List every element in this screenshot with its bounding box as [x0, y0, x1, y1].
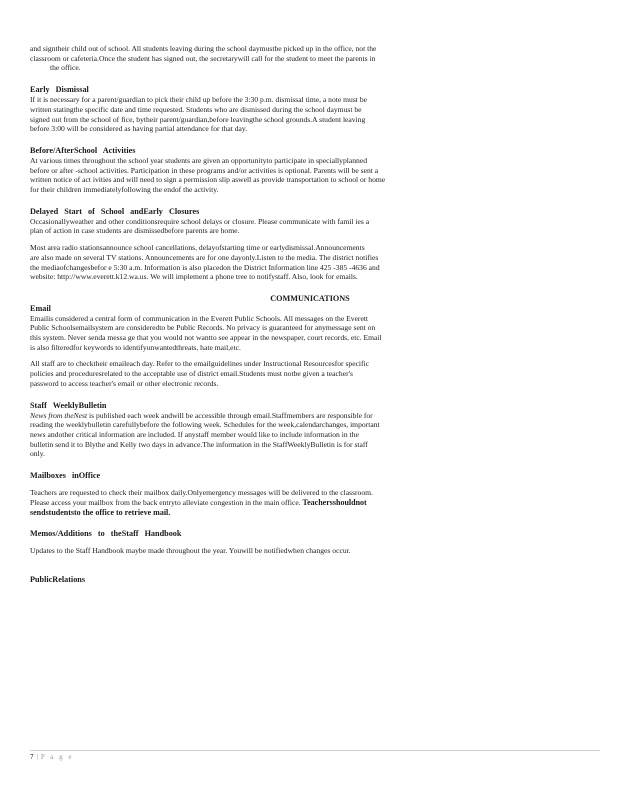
- delayed-media-line: website: http://www.everett.k12.wa.us. We will implement a phone tree to notifystaff. Also, look for emails.: [30, 272, 358, 282]
- delayed-line: Occasionallyweather and other conditionsrequire school delays or closure. Please communicate with famil ies a: [30, 216, 370, 226]
- bulletin-line: only.: [30, 449, 45, 459]
- bulletin-line-rest: is published each week andwill be accessible through email.Staffmembers are responsible for: [87, 410, 373, 420]
- communications-heading: COMMUNICATIONS: [270, 293, 350, 303]
- weekly-bulletin-heading: Staff WeeklyBulletin: [30, 400, 107, 410]
- page-content: [30, 44, 590, 585]
- mailboxes-heading: Mailboxes inOffice: [30, 471, 101, 481]
- before-after-line: written notice of act ivities and will need to sign a permission slip aswell as provide transportation to school or home: [30, 175, 386, 185]
- mailboxes-warning-line: sendstudentsto the office to retrieve mail.: [30, 507, 171, 517]
- page-footer: [30, 753, 74, 763]
- bulletin-line: [30, 411, 590, 421]
- mailboxes-warning: Teachersshouldnot: [302, 497, 367, 507]
- email-policy-line: All staff are to checktheir emaileach day. Refer to the emailguidelines under Instructional Resourcesfor specific: [30, 359, 370, 369]
- early-dismissal-line: signed out from the school of fice, bytheir parent/guardian,before leavingthe school grounds.A student leaving: [30, 114, 366, 124]
- page-number: 7: [30, 753, 34, 761]
- email-heading: Email: [30, 303, 51, 313]
- email-line: Emailis considered a central form of communication in the Everett Public Schools. All messages on the Everett: [30, 313, 369, 323]
- mailboxes-line: Teachers are requested to check their mailbox daily.Onlyemergency messages will be delivered to the classroom.: [30, 488, 373, 498]
- email-policy-line: policies and proceduresrelated to the acceptable use of district email.Students must notbe given a teacher's: [30, 369, 353, 379]
- page-label: P a g e: [40, 753, 74, 761]
- bulletin-title: News from theNest: [30, 410, 88, 420]
- before-after-line: before or after -school activities. Participation in these programs and/or activities is optional. Parents will be sent a: [30, 165, 379, 175]
- intro-line: classroom or cafeteria.Once the student has signed out, the secretarywill call for the student to meet the parents in: [30, 53, 376, 63]
- public-relations-heading: PublicRelations: [30, 574, 86, 584]
- bulletin-line: bulletin send it to Blythe and Kelly two days in advance.The information in the StaffWeeklyBulletin is for staff: [30, 439, 368, 449]
- early-dismissal-line: If it is necessary for a parent/guardian to pick their child up before the 3:30 p.m. dismissal time, a note must be: [30, 95, 367, 105]
- footer-separator: |: [36, 753, 38, 761]
- delayed-media-line: are also made on several TV stations. Announcements are for one dayonly.Listen to the media. The district notifies: [30, 252, 379, 262]
- delayed-line: plan of action in case students are dismissedbefore parents are home.: [30, 226, 240, 236]
- email-line: Public Schoolsemailsystem are consideredto be Public Records. No privacy is guaranteed for anymessage sent on: [30, 323, 376, 333]
- mailboxes-line-text: Please access your mailbox from the back entryto alleviate congestion in the main office.: [30, 497, 303, 507]
- intro-line: the office.: [50, 63, 81, 73]
- email-line: this system. Never senda messa ge that you would not wantto see appear in the newspaper, court records, etc. Email: [30, 333, 382, 343]
- early-dismissal-line: before 3:00 will be considered as having partial attendance for that day.: [30, 124, 248, 134]
- delayed-media-line: the mediaofchangesbefor e 5:30 a.m. Information is also placedon the District Information line 425 -385 -4636 and: [30, 262, 380, 272]
- intro-line: and signtheir child out of school. All students leaving during the school daymustbe picked up in the office, not the: [30, 44, 377, 53]
- email-policy-line: password to access teacher's email or other electronic records.: [30, 378, 219, 388]
- bulletin-line: reading the weeklybulletin carefullybefore the following week. Schedules for the week,calendarchanges, important: [30, 420, 380, 430]
- mailboxes-line: [30, 498, 590, 508]
- email-line: is also filteredfor keywords to identifyunwantedthreats, hate mail,etc.: [30, 342, 241, 352]
- memos-heading: Memos/Additions to theStaff Handbook: [30, 529, 182, 539]
- before-after-line: At various times throughout the school year students are given an opportunityto participate in speciallyplanned: [30, 155, 367, 165]
- delayed-start-heading: Delayed Start of School andEarly Closures: [30, 206, 200, 216]
- before-after-school-heading: Before/AfterSchool Activities: [30, 145, 136, 155]
- memos-line: Updates to the Staff Handbook maybe made throughout the year. Youwill be notifiedwhen changes occur.: [30, 546, 351, 556]
- early-dismissal-line: written statingthe specific date and time requested. Students who are dismissed during the school daymust be: [30, 104, 362, 114]
- early-dismissal-heading: Early Dismissal: [30, 85, 89, 95]
- bulletin-line: news andother critical information are included. If anystaff member would like to include information in the: [30, 429, 359, 439]
- before-after-line: for their children immediatelyfollowing the endof the activity.: [30, 185, 219, 195]
- footer-divider: [30, 750, 600, 751]
- delayed-media-line: Most area radio stationsannounce school cancellations, delayofstarting time or earlydismissal.Announcements: [30, 243, 365, 253]
